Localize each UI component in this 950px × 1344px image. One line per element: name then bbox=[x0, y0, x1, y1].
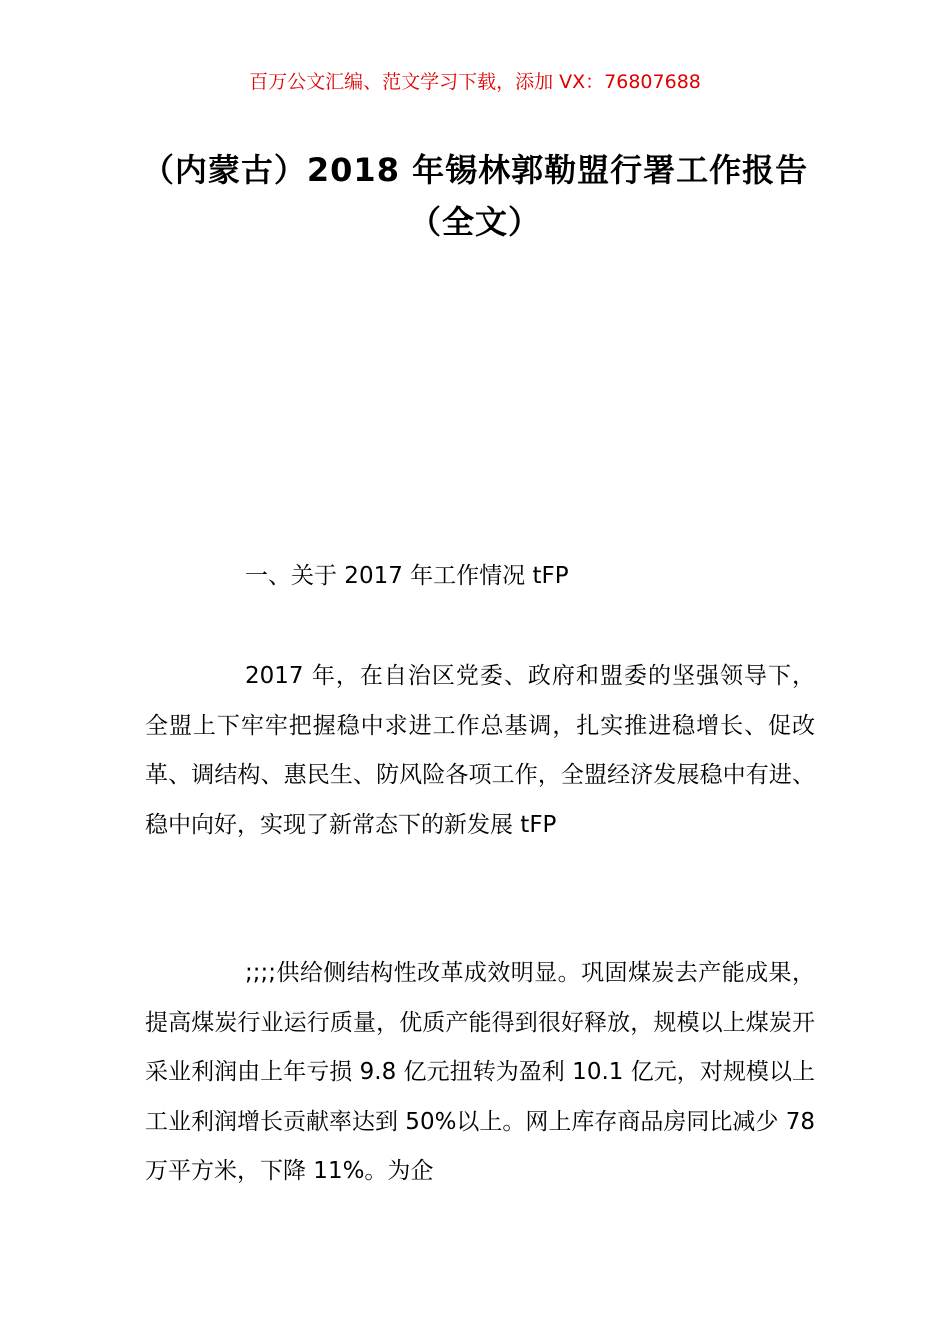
header-watermark-note: 百万公文汇编、范文学习下载，添加 VX：76807688 bbox=[249, 71, 701, 93]
document-title: （内蒙古）2018 年锡林郭勒盟行署工作报告（全文） bbox=[141, 151, 809, 241]
paragraph-1: 2017 年，在自治区党委、政府和盟委的坚强领导下，全盟上下牢牢把握稳中求进工作总基调，扎实推进稳增长、促改革、调结构、惠民生、防风险各项工作，全盟经济发展稳中有进、稳中向好，实现了新常态下的新发展 tFP bbox=[145, 663, 815, 838]
paragraph-2: ;;;;供给侧结构性改革成效明显。巩固煤炭去产能成果，提高煤炭行业运行质量，优质产能得到很好释放，规模以上煤炭开采业利润由上年亏损 9.8 亿元扭转为盈利 10.1 亿元，对规模以上工业利润增长贡献率达到 50%以上。网上库存商品房同比减少 78 万平方米，下降 11%。为企 bbox=[145, 960, 816, 1184]
section-heading: 一、关于 2017 年工作情况 tFP bbox=[245, 563, 569, 589]
